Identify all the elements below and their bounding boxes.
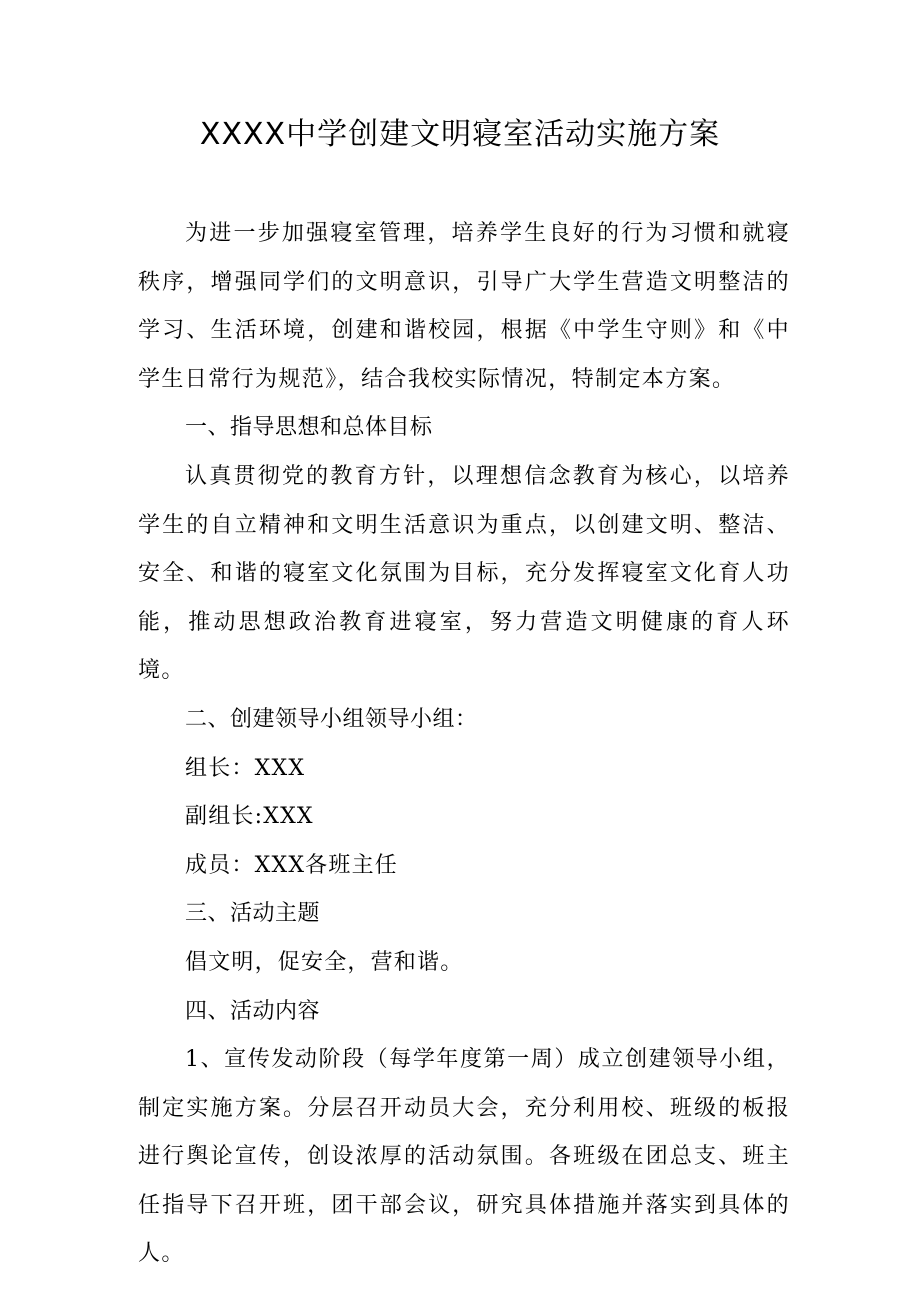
vice-leader-line: 副组长:XXX (185, 804, 314, 830)
section-heading-guiding-thought: 一、指导思想和总体目标 (185, 415, 433, 441)
section-heading-leadership-group: 二、创建领导小组领导小组： (185, 706, 478, 732)
document-body (138, 210, 790, 1279)
section-heading-theme: 三、活动主题 (185, 901, 321, 927)
guiding-thought-paragraph: 认真贯彻党的教育方针，以理想信念教育为核心，以培养学生的自立精神和文明生活意识为重点，以创建文明、整洁、安全、和谐的寝室文化氛围为目标，充分发挥寝室文化育人功能，推动思想政治教育进寝室，努力营造文明健康的育人环境。 (138, 463, 790, 684)
intro-paragraph: 为进一步加强寝室管理，培养学生良好的行为习惯和就寝秩序，增强同学们的文明意识，引导广大学生营造文明整洁的学习、生活环境，创建和谐校园，根据《中学生守则》和《中学生日常行为规范》，结合我校实际情况，特制定本方案。 (138, 221, 790, 392)
members-line: 成员：XXX各班主任 (185, 852, 398, 878)
activities-paragraph: 1、宣传发动阶段（每学年度第一周）成立创建领导小组，制定实施方案。分层召开动员大会，充分利用校、班级的板报进行舆论宣传，创设浓厚的活动氛围。各班级在团总支、班主任指导下召开班，团干部会议，研究具体措施并落实到具体的人。 (138, 1047, 790, 1267)
group-leader-line: 组长：XXX (185, 755, 306, 781)
theme-line: 倡文明，促安全，营和谐。 (185, 949, 464, 975)
section-heading-activities: 四、活动内容 (185, 998, 321, 1024)
document-title: XXXX中学创建文明寝室活动实施方案 (199, 117, 721, 152)
